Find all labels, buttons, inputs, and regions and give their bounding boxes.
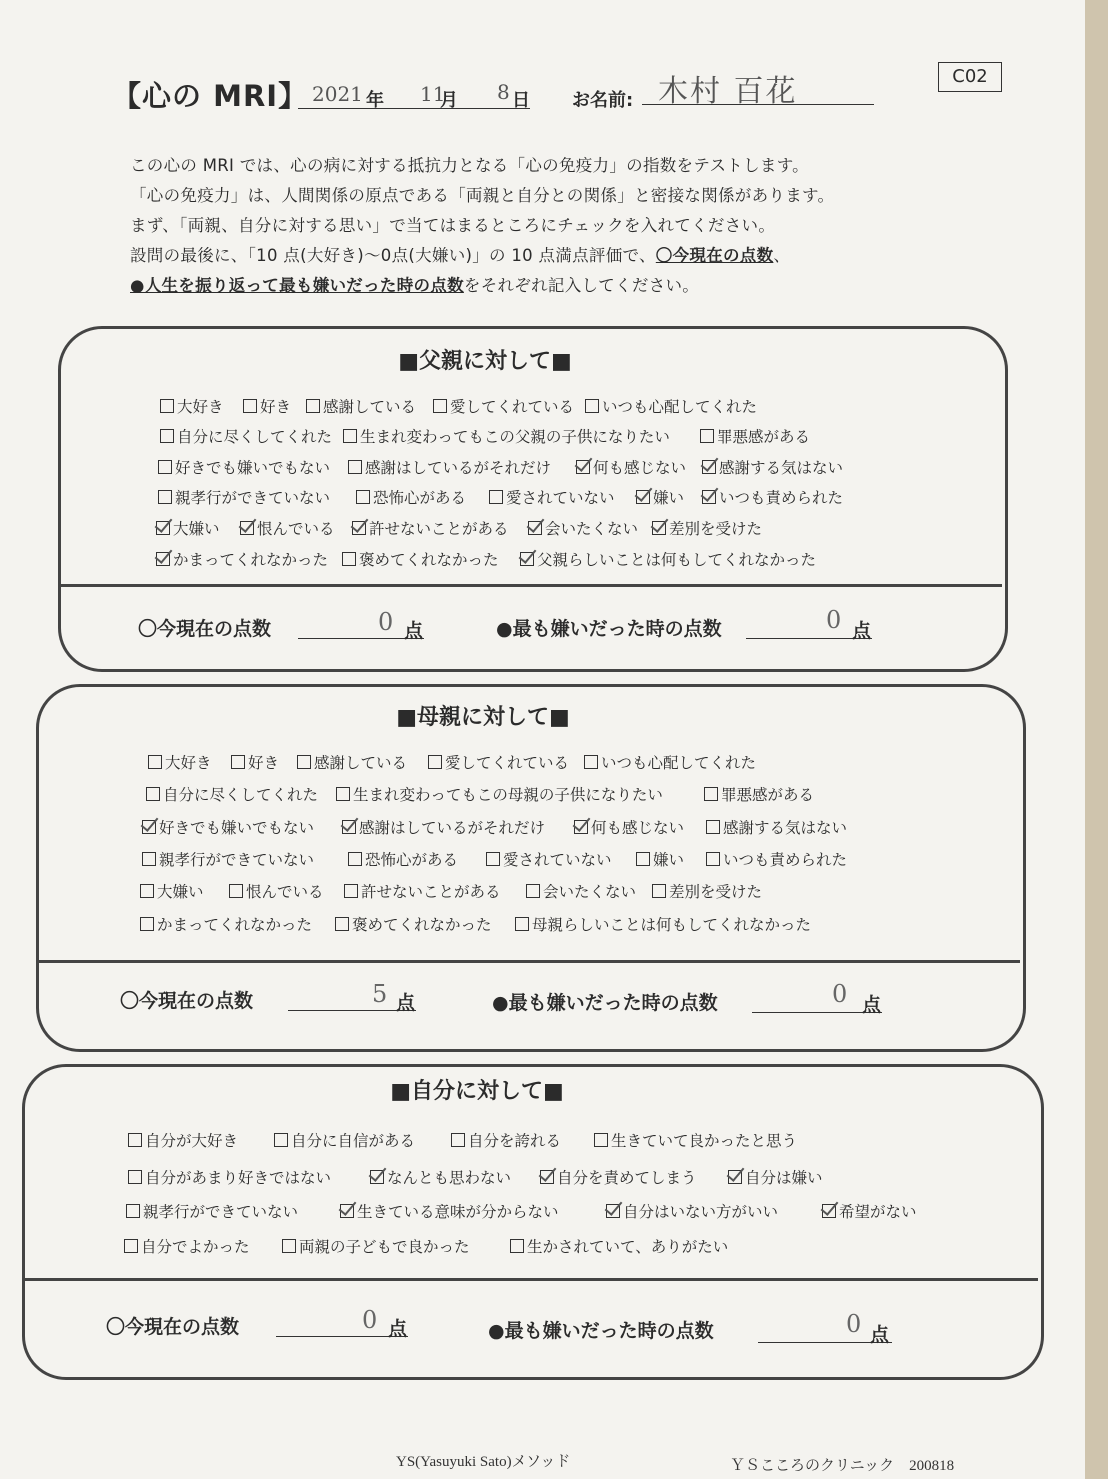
- mother-checkbox-17[interactable]: [706, 852, 720, 866]
- father-option-10[interactable]: [348, 456, 551, 478]
- mother-checkbox-19[interactable]: [229, 884, 243, 898]
- intro-line-5: [130, 272, 699, 296]
- self-option-8[interactable]: [728, 1166, 823, 1188]
- mother-checkbox-21[interactable]: [526, 884, 540, 898]
- father-option-5[interactable]: [585, 395, 757, 417]
- mother-checkbox-16[interactable]: [636, 852, 650, 866]
- father-checkbox-7[interactable]: [343, 429, 357, 443]
- mother-checkbox-20[interactable]: [344, 884, 358, 898]
- self-option-13[interactable]: [124, 1235, 250, 1257]
- form-title: 【心の MRI】: [112, 79, 309, 113]
- intro-line-1: この心の MRI では、心の病に対する抵抗力となる「心の免疫力」の指数をテストします。: [130, 156, 809, 175]
- self-checkbox-8[interactable]: [728, 1170, 742, 1184]
- mother-divider: [39, 960, 1020, 963]
- mother-option-24[interactable]: [335, 913, 492, 935]
- mother-checkbox-15[interactable]: [486, 852, 500, 866]
- mother-checkbox-5[interactable]: [584, 755, 598, 769]
- self-option-label: 自分は嫌い: [745, 1169, 823, 1187]
- paper-edge: [1085, 0, 1108, 1479]
- father-option-4[interactable]: [433, 395, 574, 417]
- father-checkbox-23[interactable]: [156, 552, 170, 566]
- intro-worst-score-emphasis: ●人生を振り返って最も嫌いだった時の点数: [130, 276, 464, 295]
- self-checkbox-11[interactable]: [606, 1204, 620, 1218]
- father-checkbox-10[interactable]: [348, 460, 362, 474]
- self-checkbox-14[interactable]: [282, 1239, 296, 1253]
- mother-option-label: 感謝はしているがそれだけ: [359, 819, 546, 837]
- mother-option-23[interactable]: [140, 913, 312, 935]
- self-checkbox-10[interactable]: [340, 1204, 354, 1218]
- father-option-label: 自分に尽くしてくれた: [177, 428, 333, 446]
- father-worst-score-unit: 点: [852, 620, 872, 642]
- self-option-label: 希望がない: [839, 1203, 917, 1221]
- father-checkbox-22[interactable]: [652, 521, 666, 535]
- mother-option-label: 生まれ変わってもこの母親の子供になりたい: [353, 786, 663, 804]
- self-option-15[interactable]: [510, 1235, 728, 1257]
- father-option-14[interactable]: [356, 486, 466, 508]
- self-current-score-unit: 点: [388, 1318, 408, 1340]
- mother-option-label: 母親らしいことは何もしてくれなかった: [532, 916, 812, 934]
- father-option-7[interactable]: [343, 425, 670, 447]
- intro-line-4-end: 、: [773, 246, 791, 265]
- mother-checkbox-23[interactable]: [140, 917, 154, 931]
- father-checkbox-15[interactable]: [489, 490, 503, 504]
- month-label: 月: [440, 90, 458, 111]
- name-value[interactable]: 木村 百花: [658, 74, 798, 109]
- self-option-6[interactable]: [370, 1166, 511, 1188]
- self-option-10[interactable]: [340, 1200, 559, 1222]
- mother-option-label: 褒めてくれなかった: [352, 916, 492, 934]
- self-option-label: 自分を責めてしまう: [557, 1169, 697, 1187]
- father-option-label: 感謝はしているがそれだけ: [365, 459, 552, 477]
- mother-checkbox-8[interactable]: [704, 787, 718, 801]
- self-option-label: 自分でよかった: [141, 1238, 250, 1256]
- mother-option-label: 感謝する気はない: [723, 819, 848, 837]
- mother-option-20[interactable]: [344, 880, 501, 902]
- father-option-label: 恐怖心がある: [373, 489, 467, 507]
- mother-current-score-label: 〇今現在の点数: [120, 990, 254, 1012]
- self-option-2[interactable]: [274, 1129, 415, 1151]
- date-year[interactable]: 2021: [312, 82, 363, 106]
- mother-worst-score-value: 0: [832, 980, 848, 1008]
- mother-option-13[interactable]: [142, 848, 314, 870]
- self-option-label: 自分を誇れる: [468, 1132, 562, 1150]
- father-option-9[interactable]: [158, 456, 330, 478]
- self-checkbox-13[interactable]: [124, 1239, 138, 1253]
- self-option-14[interactable]: [282, 1235, 470, 1257]
- self-option-label: 生きている意味が分からない: [357, 1203, 559, 1221]
- self-section-title: ■自分に対して■: [390, 1079, 564, 1104]
- father-option-label: 好きでも嫌いでもない: [175, 459, 331, 477]
- mother-current-score-unit: 点: [396, 992, 416, 1014]
- father-option-25[interactable]: [520, 548, 816, 570]
- father-option-label: 愛してくれている: [450, 398, 575, 416]
- mother-option-4[interactable]: [428, 751, 569, 773]
- father-option-13[interactable]: [158, 486, 330, 508]
- self-option-11[interactable]: [606, 1200, 778, 1222]
- father-checkbox-1[interactable]: [160, 399, 174, 413]
- mother-checkbox-24[interactable]: [335, 917, 349, 931]
- father-option-label: いつも心配してくれた: [602, 398, 758, 416]
- father-option-label: 大嫌い: [173, 520, 220, 538]
- self-checkbox-5[interactable]: [128, 1170, 142, 1184]
- father-option-23[interactable]: [156, 548, 328, 570]
- mother-checkbox-1[interactable]: [148, 755, 162, 769]
- father-checkbox-6[interactable]: [160, 429, 174, 443]
- mother-option-label: 何も感じない: [591, 819, 685, 837]
- mother-option-10[interactable]: [342, 816, 545, 838]
- mother-checkbox-13[interactable]: [142, 852, 156, 866]
- father-option-label: 感謝する気はない: [719, 459, 844, 477]
- father-option-2[interactable]: [243, 395, 291, 417]
- mother-option-label: 親孝行ができていない: [159, 851, 315, 869]
- father-option-label: 愛されていない: [506, 489, 615, 507]
- mother-checkbox-2[interactable]: [231, 755, 245, 769]
- mother-checkbox-4[interactable]: [428, 755, 442, 769]
- self-checkbox-9[interactable]: [126, 1204, 140, 1218]
- mother-option-17[interactable]: [706, 848, 847, 870]
- mother-option-18[interactable]: [140, 880, 204, 902]
- self-divider: [25, 1278, 1038, 1281]
- self-option-label: 両親の子どもで良かった: [299, 1238, 470, 1256]
- mother-option-15[interactable]: [486, 848, 612, 870]
- mother-option-12[interactable]: [706, 816, 847, 838]
- father-option-label: いつも責められた: [719, 489, 844, 507]
- self-option-4[interactable]: [594, 1129, 797, 1151]
- intro-current-score-emphasis: 〇今現在の点数: [655, 246, 774, 265]
- father-checkbox-2[interactable]: [243, 399, 257, 413]
- mother-checkbox-14[interactable]: [348, 852, 362, 866]
- father-checkbox-18[interactable]: [156, 521, 170, 535]
- mother-option-label: いつも心配してくれた: [601, 754, 757, 772]
- self-checkbox-12[interactable]: [822, 1204, 836, 1218]
- mother-checkbox-25[interactable]: [515, 917, 529, 931]
- father-option-label: 生まれ変わってもこの父親の子供になりたい: [360, 428, 670, 446]
- mother-checkbox-6[interactable]: [146, 787, 160, 801]
- mother-option-label: 自分に尽くしてくれた: [163, 786, 319, 804]
- mother-option-label: 愛してくれている: [445, 754, 570, 772]
- father-option-label: 何も感じない: [593, 459, 687, 477]
- mother-option-21[interactable]: [526, 880, 636, 902]
- footer-clinic: ＹＳこころのクリニック 200818: [730, 1458, 955, 1474]
- father-option-11[interactable]: [576, 456, 686, 478]
- father-option-20[interactable]: [352, 517, 509, 539]
- self-current-score-value: 0: [362, 1306, 378, 1334]
- father-option-label: 感謝している: [323, 398, 417, 416]
- father-option-19[interactable]: [240, 517, 335, 539]
- father-checkbox-21[interactable]: [528, 521, 542, 535]
- father-option-label: 嫌い: [653, 489, 685, 507]
- self-checkbox-1[interactable]: [128, 1133, 142, 1147]
- mother-option-label: 好き: [248, 754, 280, 772]
- form-code: C02: [938, 62, 1002, 92]
- self-option-1[interactable]: [128, 1129, 238, 1151]
- self-worst-score-value: 0: [846, 1310, 862, 1338]
- self-current-score-label: 〇今現在の点数: [106, 1316, 240, 1338]
- mother-option-label: 差別を受けた: [669, 883, 763, 901]
- father-checkbox-16[interactable]: [636, 490, 650, 504]
- self-option-3[interactable]: [451, 1129, 561, 1151]
- self-option-9[interactable]: [126, 1200, 298, 1222]
- father-checkbox-17[interactable]: [702, 490, 716, 504]
- mother-option-label: 恨んでいる: [246, 883, 324, 901]
- self-option-5[interactable]: [128, 1166, 331, 1188]
- self-checkbox-6[interactable]: [370, 1170, 384, 1184]
- self-option-label: 自分に自信がある: [291, 1132, 416, 1150]
- father-checkbox-4[interactable]: [433, 399, 447, 413]
- father-option-16[interactable]: [636, 486, 684, 508]
- self-checkbox-7[interactable]: [540, 1170, 554, 1184]
- mother-worst-score-label: ●最も嫌いだった時の点数: [492, 992, 718, 1014]
- mother-option-11[interactable]: [574, 816, 684, 838]
- father-option-6[interactable]: [160, 425, 332, 447]
- mother-checkbox-3[interactable]: [297, 755, 311, 769]
- self-option-label: なんとも思わない: [387, 1169, 512, 1187]
- father-option-label: 恨んでいる: [257, 520, 335, 538]
- mother-option-6[interactable]: [146, 783, 318, 805]
- father-checkbox-5[interactable]: [585, 399, 599, 413]
- mother-option-16[interactable]: [636, 848, 684, 870]
- footer-method: YS(Yasuyuki Sato)メソッド: [396, 1454, 571, 1470]
- mother-option-9[interactable]: [142, 816, 314, 838]
- mother-option-7[interactable]: [336, 783, 663, 805]
- father-option-label: 好き: [260, 398, 292, 416]
- mother-option-19[interactable]: [229, 880, 324, 902]
- mother-option-label: 愛されていない: [503, 851, 612, 869]
- mother-option-label: 恐怖心がある: [365, 851, 459, 869]
- mother-option-label: かまってくれなかった: [157, 916, 313, 934]
- mother-option-label: 許せないことがある: [361, 883, 501, 901]
- father-option-label: 父親らしいことは何もしてくれなかった: [537, 551, 817, 569]
- father-option-label: 許せないことがある: [369, 520, 509, 538]
- father-option-3[interactable]: [306, 395, 416, 417]
- self-checkbox-4[interactable]: [594, 1133, 608, 1147]
- mother-option-label: 好きでも嫌いでもない: [159, 819, 315, 837]
- father-checkbox-13[interactable]: [158, 490, 172, 504]
- father-option-15[interactable]: [489, 486, 615, 508]
- mother-option-3[interactable]: [297, 751, 407, 773]
- father-checkbox-14[interactable]: [356, 490, 370, 504]
- intro-line-2: 「心の免疫力」は、人間関係の原点である「両親と自分との関係」と密接な関係があります。: [130, 186, 835, 205]
- father-option-label: 会いたくない: [545, 520, 639, 538]
- father-option-label: 大好き: [177, 398, 224, 416]
- father-option-24[interactable]: [342, 548, 499, 570]
- father-current-score-unit: 点: [404, 620, 424, 642]
- intro-line-3: まず、「両親、自分に対する思い」で当てはまるところにチェックを入れてください。: [130, 216, 776, 235]
- father-checkbox-8[interactable]: [700, 429, 714, 443]
- name-label: お名前:: [572, 90, 634, 111]
- intro-line-4-text: 設問の最後に、「10 点(大好き)〜0点(大嫌い)」の 10 点満点評価で、: [130, 246, 656, 265]
- mother-checkbox-9[interactable]: [142, 820, 156, 834]
- father-checkbox-19[interactable]: [240, 521, 254, 535]
- self-option-label: 親孝行ができていない: [143, 1203, 299, 1221]
- self-option-label: 自分があまり好きではない: [145, 1169, 332, 1187]
- self-option-label: 生かされていて、ありがたい: [527, 1238, 729, 1256]
- mother-option-14[interactable]: [348, 848, 458, 870]
- mother-worst-score-unit: 点: [862, 994, 882, 1016]
- father-checkbox-11[interactable]: [576, 460, 590, 474]
- self-option-label: 自分が大好き: [145, 1132, 239, 1150]
- mother-current-score-value: 5: [372, 980, 388, 1008]
- mother-checkbox-22[interactable]: [652, 884, 666, 898]
- father-option-1[interactable]: [160, 395, 224, 417]
- date-day[interactable]: 8: [497, 80, 510, 104]
- father-worst-score-label: ●最も嫌いだった時の点数: [496, 618, 722, 640]
- father-checkbox-20[interactable]: [352, 521, 366, 535]
- father-option-22[interactable]: [652, 517, 762, 539]
- father-option-label: 親孝行ができていない: [175, 489, 331, 507]
- father-current-score-value: 0: [378, 608, 394, 636]
- father-checkbox-12[interactable]: [702, 460, 716, 474]
- father-checkbox-9[interactable]: [158, 460, 172, 474]
- father-divider: [61, 584, 1002, 587]
- father-worst-score-value: 0: [826, 606, 842, 634]
- father-option-label: かまってくれなかった: [173, 551, 329, 569]
- mother-checkbox-10[interactable]: [342, 820, 356, 834]
- self-checkbox-15[interactable]: [510, 1239, 524, 1253]
- self-worst-score-unit: 点: [870, 1324, 890, 1346]
- mother-checkbox-7[interactable]: [336, 787, 350, 801]
- year-label: 年: [366, 90, 384, 111]
- mother-option-2[interactable]: [231, 751, 279, 773]
- self-worst-score-label: ●最も嫌いだった時の点数: [488, 1320, 714, 1342]
- father-option-label: 罪悪感がある: [717, 428, 811, 446]
- mother-option-label: 罪悪感がある: [721, 786, 815, 804]
- mother-section-title: ■母親に対して■: [396, 705, 570, 730]
- mother-option-label: 大好き: [165, 754, 212, 772]
- date-month[interactable]: 11: [420, 82, 446, 106]
- mother-option-label: 嫌い: [653, 851, 685, 869]
- mother-option-label: 大嫌い: [157, 883, 204, 901]
- mother-option-label: 感謝している: [314, 754, 408, 772]
- mother-option-label: 会いたくない: [543, 883, 637, 901]
- mother-option-5[interactable]: [584, 751, 756, 773]
- self-option-12[interactable]: [822, 1200, 917, 1222]
- mother-option-label: いつも責められた: [723, 851, 848, 869]
- mother-checkbox-12[interactable]: [706, 820, 720, 834]
- mother-checkbox-11[interactable]: [574, 820, 588, 834]
- father-option-label: 差別を受けた: [669, 520, 763, 538]
- father-option-21[interactable]: [528, 517, 638, 539]
- mother-option-25[interactable]: [515, 913, 811, 935]
- father-checkbox-25[interactable]: [520, 552, 534, 566]
- self-checkbox-2[interactable]: [274, 1133, 288, 1147]
- father-current-score-label: 〇今現在の点数: [138, 618, 272, 640]
- father-option-label: 褒めてくれなかった: [359, 551, 499, 569]
- mother-option-8[interactable]: [704, 783, 814, 805]
- father-option-12[interactable]: [702, 456, 843, 478]
- father-option-17[interactable]: [702, 486, 843, 508]
- intro-line-5-text: をそれぞれ記入してください。: [463, 276, 700, 295]
- mother-checkbox-18[interactable]: [140, 884, 154, 898]
- self-option-7[interactable]: [540, 1166, 697, 1188]
- father-option-8[interactable]: [700, 425, 810, 447]
- mother-option-22[interactable]: [652, 880, 762, 902]
- father-checkbox-24[interactable]: [342, 552, 356, 566]
- father-option-18[interactable]: [156, 517, 220, 539]
- father-section-title: ■父親に対して■: [398, 349, 572, 374]
- father-checkbox-3[interactable]: [306, 399, 320, 413]
- intro-line-4: [130, 242, 790, 266]
- mother-option-1[interactable]: [148, 751, 212, 773]
- self-checkbox-3[interactable]: [451, 1133, 465, 1147]
- self-option-label: 自分はいない方がいい: [623, 1203, 779, 1221]
- self-option-label: 生きていて良かったと思う: [611, 1132, 798, 1150]
- day-label: 日: [512, 90, 530, 111]
